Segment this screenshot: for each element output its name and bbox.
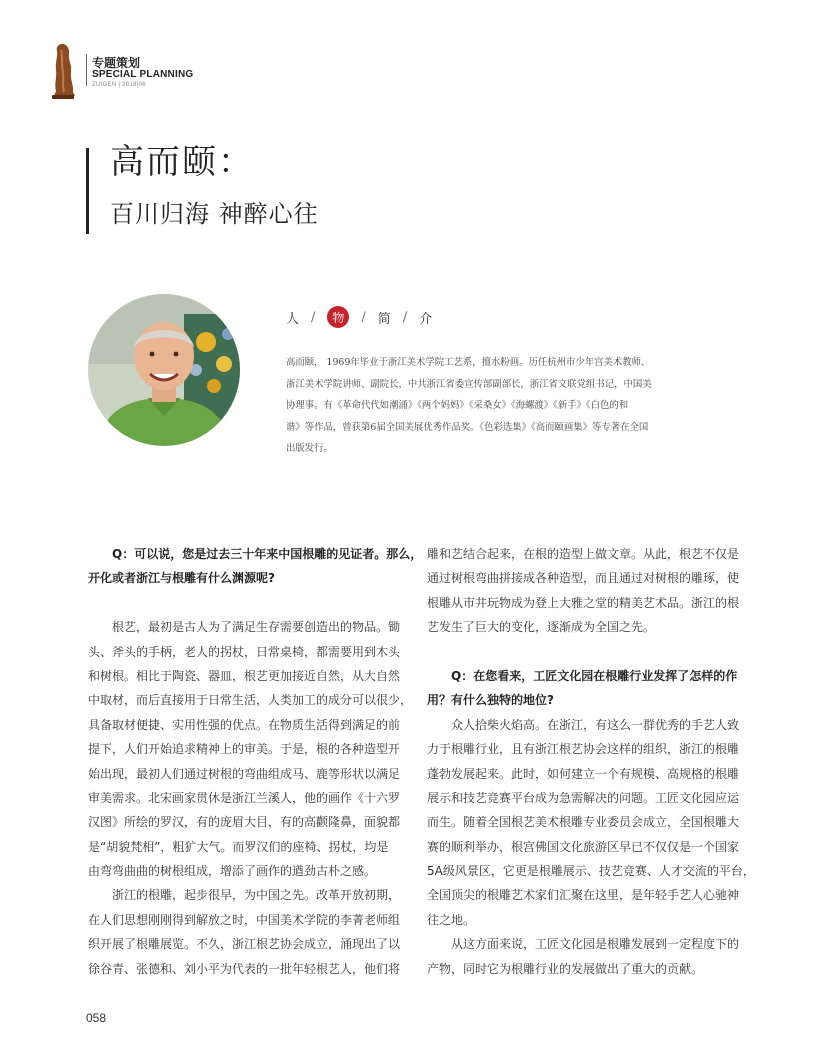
question-line: Q：可以说，您是过去三十年来中国根雕的见证者。那么， (112, 547, 423, 561)
body-line: 提下，人们开始追求精神上的审美。于是，根的各种造型开 (88, 742, 401, 757)
body-line: 和树根。相比于陶瓷、器皿，根艺更加接近自然，从大自然 (88, 668, 401, 683)
body-line: 从这方面来说，工匠文化园是根雕发展到一定程度下的 (451, 937, 740, 952)
profile-bio (286, 352, 666, 460)
body-line: 往之地。 (427, 912, 476, 927)
profile-heading-highlight: 物 (327, 306, 349, 328)
body-line: 全国顶尖的根雕艺术家们汇聚在这里，是年轻手艺人心驰神 (427, 888, 740, 903)
profile-heading-char: 人 (286, 311, 300, 327)
body-line: 头、斧头的手柄，老人的拐杖，日常桌椅，都需要用到木头 (88, 644, 401, 659)
title-accent-bar (86, 148, 89, 234)
body-line: 徐谷青、张德和、刘小平为代表的一批年轻根艺人，他们将 (88, 961, 401, 976)
body-line: 而生。随着全国根艺美术根雕专业委员会成立，全国根雕大 (427, 815, 740, 830)
body-line: 浙江的根雕，起步很早，为中国之先。改革开放初期， (112, 888, 401, 903)
section-title-cn: 专题策划 (92, 56, 141, 70)
heading-separator: / (311, 309, 316, 325)
bio-line: 协理事。有《革命代代如潮涌》《两个妈妈》《采桑女》《海螺渡》《新手》《白色的和 (286, 400, 629, 412)
page-number: 058 (86, 1011, 107, 1025)
article-title: 高而颐： (110, 142, 254, 182)
heading-separator: / (402, 309, 408, 325)
bio-line: 谐》等作品，曾获第6届全国美展优秀作品奖。《色彩选集》《高而颐画集》等专著在全国 (286, 421, 649, 433)
body-line: 蓬勃发展起来。此时，如何建立一个有规模、高规格的根雕 (427, 766, 740, 781)
bio-line: 高而颐， 1969年毕业于浙江美术学院工艺系，擅水粉画。历任杭州市少年宫美术教师、 (286, 357, 651, 368)
body-line: 力于根雕行业，且有浙江根艺协会这样的组织，浙江的根雕 (427, 742, 740, 757)
question-line: 开化或者浙江与根雕有什么渊源呢? (88, 571, 275, 586)
body-line: 雕和艺结合起来，在根的造型上做文章。从此，根艺不仅是 (427, 547, 740, 561)
body-line: 根艺，最初是古人为了满足生存需要创造出的物品。锄 (112, 620, 401, 635)
profile-heading (286, 306, 432, 328)
body-line: 织开展了根雕展览。不久，浙江根艺协会成立，涌现出了以 (88, 937, 401, 952)
body-line: 赛的顺利举办，根宫佛国文化旅游区早已不仅仅是一个国家 (427, 839, 740, 854)
body-line: 展示和技艺竞赛平台成为急需解决的问题。工匠文化园应运 (427, 790, 740, 805)
body-line: 艺发生了巨大的变化，逐渐成为全国之先。 (427, 620, 656, 635)
paragraph-gap (427, 640, 747, 664)
section-title-en: SPECIAL PLANNING (92, 69, 194, 80)
paragraph-gap (88, 591, 408, 615)
body-line: 由弯弯曲曲的树根组成，增添了画作的遒劲古朴之感。 (88, 864, 377, 879)
article-column-left (88, 542, 423, 981)
question-line: 用？有什么独特的地位? (427, 693, 554, 708)
root-sculpture-logo-icon (48, 42, 78, 100)
body-line: 在人们思想刚刚得到解放之时，中国美术学院的李菁老师组 (88, 912, 401, 927)
profile-heading-char: 简 (377, 311, 391, 327)
profile-heading-char: 介 (419, 311, 433, 327)
article-subtitle: 百川归海 神醉心往 (110, 200, 319, 228)
article-column-right (427, 542, 755, 981)
question-line: Q：在您看来，工匠文化园在根雕行业发挥了怎样的作 (451, 668, 738, 683)
body-line: 始出现，最初人们通过树根的弯曲组成马、鹿等形状以满足 (88, 766, 401, 781)
issue-label: ZUIGEN | 2018|06 (92, 82, 146, 88)
body-line: 众人拾柴火焰高。在浙江，有这么一群优秀的手艺人致 (451, 717, 740, 732)
body-line: 汉图》所绘的罗汉，有的庞眉大目，有的高颧隆鼻，面貌都 (88, 815, 401, 830)
body-line: 具备取材便捷、实用性强的优点。在物质生活得到满足的前 (88, 717, 401, 732)
body-line: 通过树根弯曲拼接成各种造型，而且通过对树根的雕琢，使 (427, 571, 740, 586)
body-line: 审美需求。北宋画家贯休是浙江兰溪人，他的画作《十六罗 (88, 790, 401, 805)
body-line: 中取材，而后直接用于日常生活，人类加工的成分可以很少， (88, 693, 413, 708)
header-divider (86, 54, 87, 86)
body-line: 5A级风景区，它更是根雕展示、技艺竞赛、人才交流的平台， (427, 864, 755, 879)
bio-line: 浙江美术学院讲师、副院长，中共浙江省委宣传部副部长，浙江省文联党组书记，中国美 (286, 378, 652, 390)
body-line: 产物，同时它为根雕行业的发展做出了重大的贡献。 (427, 961, 704, 976)
bio-line: 出版发行。 (286, 443, 333, 455)
heading-separator: / (361, 309, 366, 325)
portrait-photo (88, 294, 240, 446)
body-line: 根雕从市井玩物成为登上大雅之堂的精美艺术品。浙江的根 (427, 595, 740, 610)
body-line: 是“胡貌梵相”，粗犷大气。而罗汉们的座椅、拐杖，均是 (88, 839, 389, 854)
